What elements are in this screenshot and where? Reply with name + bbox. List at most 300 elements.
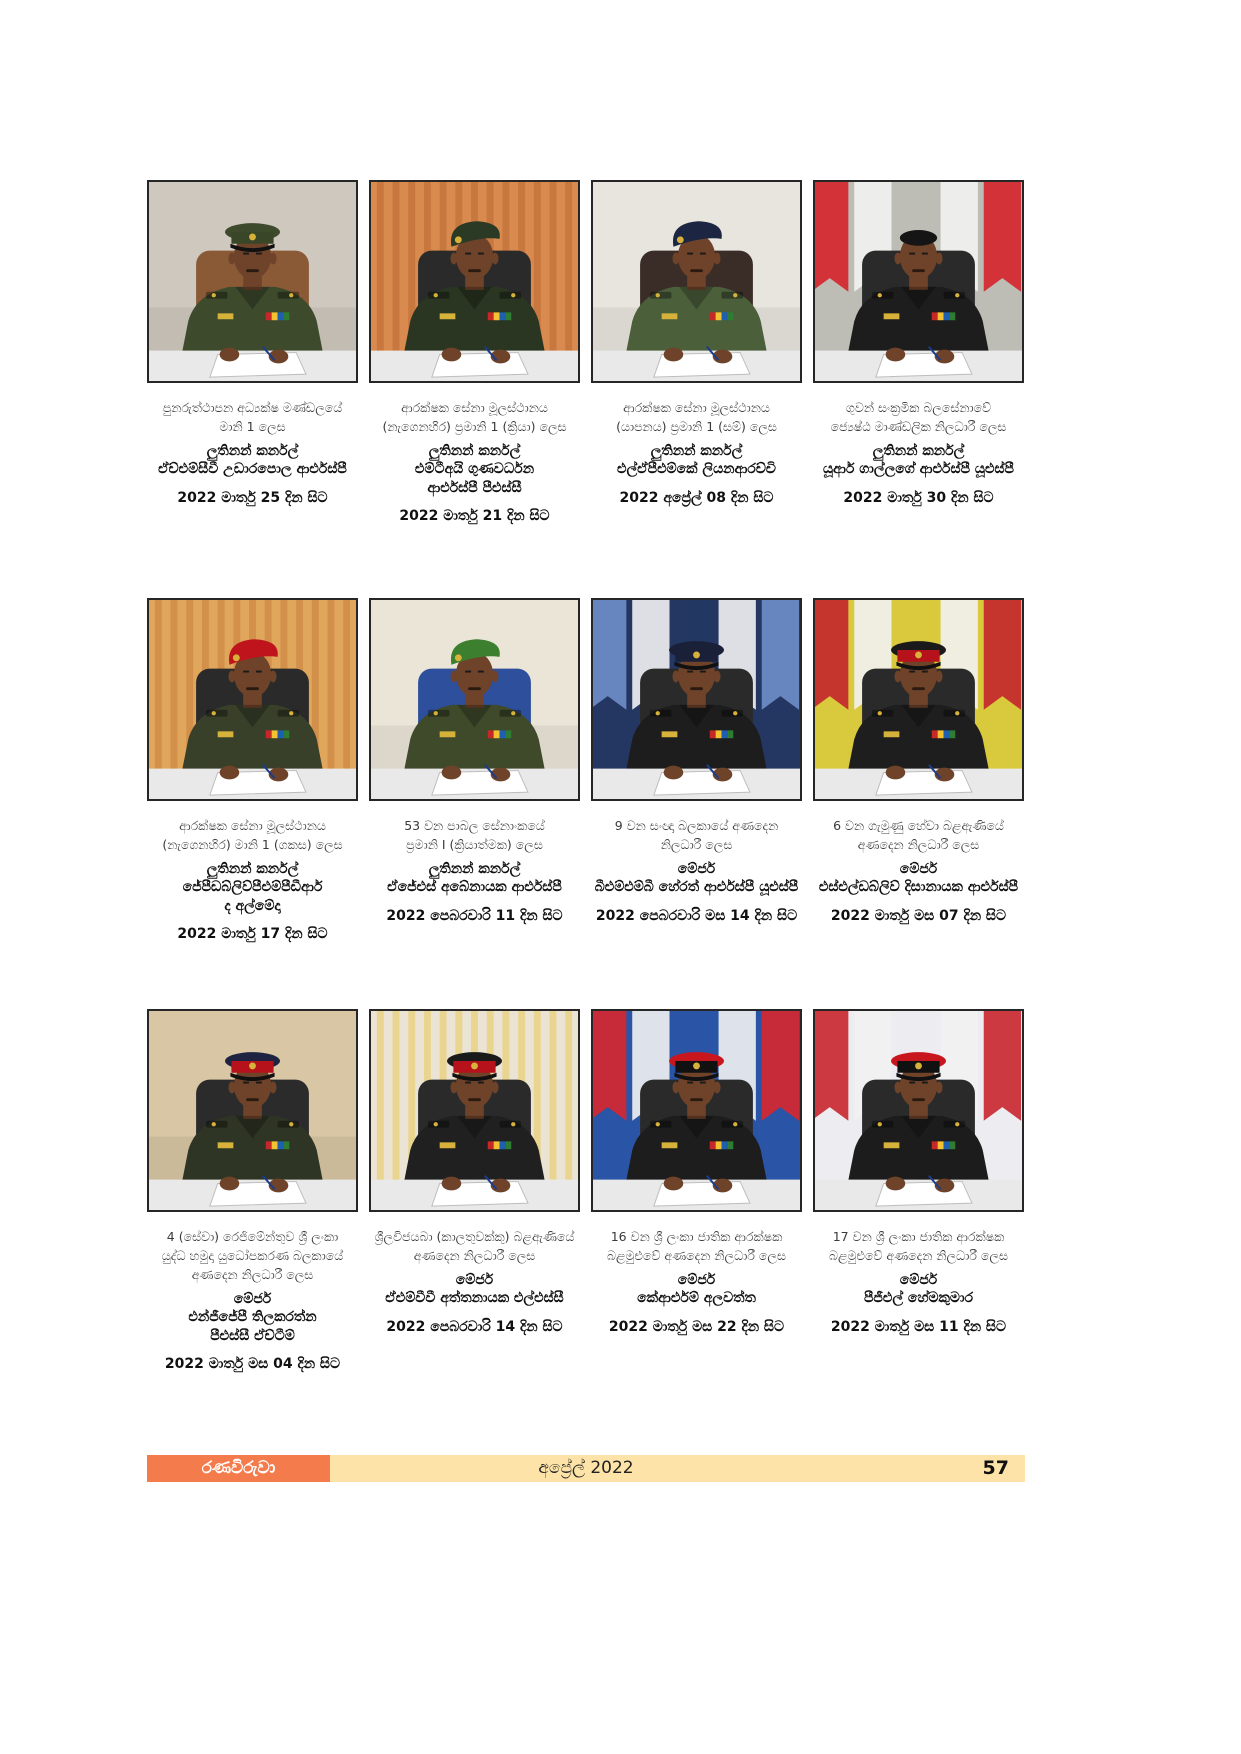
medal-ribbons	[932, 1141, 956, 1149]
officer-rank: මේජර්	[899, 861, 938, 877]
appointment-line: බළමුළුවේ අණදෙන නිලධාරී ලෙස	[829, 1248, 1008, 1263]
appointment-line: යුද්ධ හමුදා යුධෝපකරණ බලකායේ	[161, 1248, 344, 1263]
rank-pip	[955, 711, 959, 715]
flag	[984, 600, 1021, 710]
cap-badge	[471, 1062, 478, 1069]
ribbon	[949, 1141, 955, 1149]
officer-caption	[591, 816, 802, 925]
ribbon	[722, 312, 728, 320]
officer-photo	[147, 180, 358, 383]
ribbon	[272, 730, 278, 738]
shoulder-board	[428, 710, 450, 717]
appointment-line: අණදෙන නිලධාරී ලෙස	[191, 1267, 314, 1282]
shoulder-board	[206, 1121, 228, 1128]
rank-pip	[289, 1122, 293, 1126]
officer-card	[369, 180, 580, 525]
officer-photo-image	[149, 1011, 356, 1210]
officer-name: කේආර්එම් අලවත්ත	[637, 1290, 756, 1306]
rank-pip	[733, 1122, 737, 1126]
officer-caption	[591, 398, 802, 507]
medal-ribbons	[266, 312, 290, 320]
appointment-line: අණදෙන නිලධාරී ලෙස	[857, 837, 980, 852]
officer-name: බීඑම්එම්බී හේරත් ආර්එස්පී යූඑස්පී	[594, 879, 799, 895]
shoulder-board	[722, 292, 744, 299]
appointment-line: ආරක්ෂක සේනා මූලස්ථානය	[179, 818, 326, 833]
appointment-line: ගුවන් සංක්‍රමික බලසේනාවේ	[845, 400, 992, 415]
ribbon	[932, 312, 938, 320]
medal-ribbons	[488, 1141, 512, 1149]
rank-pip	[511, 1122, 515, 1126]
officer-card	[591, 180, 802, 507]
eye	[478, 671, 484, 673]
rank-pip	[878, 1122, 882, 1126]
officer-rank: මේජර්	[677, 1272, 716, 1288]
ribbon	[283, 1141, 289, 1149]
shoulder-board	[278, 710, 300, 717]
rank-pip	[289, 711, 293, 715]
name-badge	[440, 731, 456, 737]
cap-badge	[677, 236, 684, 243]
shoulder-board	[650, 292, 672, 299]
appointment-line: මානි 1 ලෙස	[219, 419, 286, 434]
shoulder-board	[722, 710, 744, 717]
ribbon	[278, 312, 284, 320]
rank-pip	[212, 293, 216, 297]
flag	[593, 1011, 626, 1121]
name-badge	[440, 313, 456, 319]
mustache	[468, 687, 481, 690]
shoulder-board	[206, 292, 228, 299]
officer-name: ද අල්මේදා	[224, 897, 281, 914]
cap-badge	[915, 1062, 922, 1069]
ribbon	[716, 1141, 722, 1149]
rank-pip	[434, 293, 438, 297]
eye	[687, 671, 693, 673]
appointment-line: ශ්‍රීලවිජයබා (කාලතුවක්කු) බළඇණියේ	[374, 1229, 575, 1244]
ribbon	[932, 730, 938, 738]
officer-photo-image	[149, 182, 356, 381]
officer-rank: මේජර්	[677, 861, 716, 877]
ribbon	[488, 1141, 494, 1149]
officer-card	[147, 598, 358, 943]
cap-badge	[693, 651, 700, 658]
officer-name: එම්ටීඅයි ගුණවර්ධන	[414, 461, 535, 477]
ribbon	[944, 730, 950, 738]
ribbon	[949, 730, 955, 738]
shoulder-board	[500, 710, 522, 717]
eye	[465, 1082, 471, 1084]
shoulder-board	[500, 292, 522, 299]
ribbon	[727, 730, 733, 738]
rank-pip	[733, 293, 737, 297]
shoulder-board	[944, 1121, 966, 1128]
effective-date: 2022 මාර්තු 21 දින සිට	[399, 508, 550, 524]
officer-caption	[147, 1227, 358, 1373]
rank-pip	[212, 711, 216, 715]
footer-issue-date: අප්‍රේල් 2022	[538, 1458, 634, 1478]
appointment-line: 17 වන ශ්‍රී ලංකා ජාතික ආරක්ෂක	[832, 1229, 1005, 1244]
officer-photo	[147, 1009, 358, 1212]
eye	[909, 1082, 915, 1084]
eye	[687, 253, 693, 255]
effective-date: 2022 මාර්තු මස 11 දින සිට	[830, 1318, 1007, 1335]
shoulder-board	[872, 710, 894, 717]
officer-caption	[147, 816, 358, 943]
flag	[762, 600, 799, 710]
appointment-line: ආරක්ෂක සේනා මූලස්ථානය	[401, 400, 548, 415]
shoulder-board	[944, 292, 966, 299]
officer-caption	[813, 816, 1024, 925]
medal-ribbons	[266, 1141, 290, 1149]
appointment-line: ජ්‍යෙෂ්ඨ මාණ්ඩලික නිලධාරී ලෙස	[830, 419, 1007, 434]
ribbon	[716, 730, 722, 738]
officer-photo	[147, 598, 358, 801]
shoulder-board	[722, 1121, 744, 1128]
ribbon	[944, 312, 950, 320]
officer-name: ආර්එස්පී පීඑස්සී	[427, 479, 522, 496]
appointment-line: ප්‍රමානි I (ක්‍රියාත්මක) ලෙස	[406, 837, 543, 852]
officer-card	[369, 1009, 580, 1336]
medal-ribbons	[710, 730, 734, 738]
eye	[909, 253, 915, 255]
eye	[700, 1082, 706, 1084]
appointment-line: බළමුළුවේ අණදෙන නිලධාරී ලෙස	[607, 1248, 786, 1263]
officer-name: යූආර් ගාල්ලගේ ආර්එස්පී යූඑස්පී	[822, 461, 1015, 477]
eye	[909, 671, 915, 673]
name-badge	[218, 1142, 234, 1148]
ribbon	[283, 312, 289, 320]
officer-photo	[591, 598, 802, 801]
flag	[762, 1011, 799, 1121]
ribbon	[283, 730, 289, 738]
hand	[886, 1177, 906, 1191]
eye	[243, 1082, 249, 1084]
appointment-line: පුනරුත්ථාපන අධ්‍යක්ෂ මණ්ඩලයේ	[162, 400, 343, 415]
cap-badge	[249, 1062, 256, 1069]
medal-ribbons	[710, 312, 734, 320]
flag	[815, 1011, 848, 1121]
officer-rank: ලුතිනන් කර්නල්	[872, 443, 965, 459]
shoulder-board	[944, 710, 966, 717]
appointment-line: 9 වන සංඥා බලකායේ අණදෙන	[614, 818, 779, 833]
officer-photo	[591, 180, 802, 383]
rank-pip	[434, 1122, 438, 1126]
hand	[442, 1177, 462, 1191]
ribbon	[949, 312, 955, 320]
rank-pip	[656, 293, 660, 297]
ribbon	[494, 312, 500, 320]
mustache	[246, 687, 259, 690]
cap-badge	[233, 654, 240, 661]
officer-card	[591, 598, 802, 925]
officer-card	[369, 598, 580, 925]
shoulder-board	[872, 292, 894, 299]
officer-caption	[813, 1227, 1024, 1336]
officer-photo-image	[371, 600, 578, 799]
appointment-line: 16 වන ශ්‍රී ලංකා ජාතික ආරක්ෂක	[610, 1229, 783, 1244]
officer-rank: මේජර්	[233, 1291, 272, 1307]
officer-rank: ලුතිනන් කර්නල්	[428, 861, 521, 877]
mustache	[690, 1098, 703, 1101]
page-number: 57	[982, 1457, 1009, 1479]
eye	[922, 253, 928, 255]
mustache	[690, 687, 703, 690]
hand	[220, 348, 240, 362]
effective-date: 2022 මාර්තු 17 දින සිට	[177, 926, 328, 942]
name-badge	[440, 1142, 456, 1148]
hand	[664, 1177, 684, 1191]
mustache	[468, 1098, 481, 1101]
officer-photo	[813, 180, 1024, 383]
mustache	[468, 269, 481, 272]
officer-caption	[369, 816, 580, 925]
rank-pip	[511, 711, 515, 715]
officer-photo-image	[815, 182, 1022, 381]
ribbon	[938, 1141, 944, 1149]
effective-date: 2022 මාර්තු මස 07 දින සිට	[830, 907, 1007, 924]
flag	[815, 182, 848, 292]
cap-badge	[455, 654, 462, 661]
officer-photo	[591, 1009, 802, 1212]
ribbon	[266, 730, 272, 738]
ribbon	[932, 1141, 938, 1149]
appointment-line: (නැගෙනහිර) මානි 1 (ගකස) ලෙස	[162, 837, 343, 852]
effective-date: 2022 පෙබරවාරි මස 14 දින සිට	[595, 907, 798, 924]
ribbon	[500, 730, 506, 738]
cap-badge	[455, 236, 462, 243]
officer-card	[147, 1009, 358, 1373]
mustache	[246, 269, 259, 272]
officer-card	[813, 598, 1024, 925]
eye	[687, 1082, 693, 1084]
mustache	[912, 687, 925, 690]
hand	[442, 766, 462, 780]
officer-photo-image	[593, 182, 800, 381]
eye	[256, 671, 262, 673]
rank-pip	[434, 711, 438, 715]
officer-card	[147, 180, 358, 507]
officer-name: පීඑස්සී ඒච්ටීම්	[210, 1327, 295, 1344]
officer-card	[591, 1009, 802, 1336]
officer-rank: ලුතිනන් කර්නල්	[206, 443, 299, 459]
flag	[984, 182, 1021, 292]
officer-name: ජේපීඩබ්ලිව්පීඑම්පීඩීආර්	[182, 879, 323, 895]
hand	[664, 348, 684, 362]
officer-card	[813, 1009, 1024, 1336]
shoulder-board	[650, 710, 672, 717]
officer-caption	[813, 398, 1024, 507]
shoulder-board	[428, 292, 450, 299]
eye	[478, 253, 484, 255]
ribbon	[944, 1141, 950, 1149]
shoulder-board	[206, 710, 228, 717]
cap-badge	[249, 233, 256, 240]
ribbon	[266, 1141, 272, 1149]
rank-pip	[878, 293, 882, 297]
ribbon	[488, 312, 494, 320]
officer-photo-image	[815, 1011, 1022, 1210]
ribbon	[505, 730, 511, 738]
ribbon	[500, 312, 506, 320]
eye	[256, 253, 262, 255]
ribbon	[500, 1141, 506, 1149]
ribbon	[278, 730, 284, 738]
rank-pip	[656, 1122, 660, 1126]
medal-ribbons	[488, 312, 512, 320]
rank-pip	[878, 711, 882, 715]
officer-rank: මේජර්	[455, 1272, 494, 1288]
effective-date: 2022 මාර්තු 30 දින සිට	[843, 489, 994, 506]
shoulder-board	[278, 292, 300, 299]
shoulder-board	[278, 1121, 300, 1128]
rank-pip	[511, 293, 515, 297]
officer-photo	[813, 1009, 1024, 1212]
officer-caption	[147, 398, 358, 507]
name-badge	[662, 731, 678, 737]
hair	[900, 230, 937, 246]
ribbon	[272, 312, 278, 320]
ribbon	[505, 1141, 511, 1149]
eye	[256, 1082, 262, 1084]
hand	[220, 1177, 240, 1191]
eye	[922, 671, 928, 673]
ribbon	[727, 1141, 733, 1149]
page-footer	[147, 1455, 1025, 1482]
officer-photo	[369, 1009, 580, 1212]
officer-rank: මේජර්	[899, 1272, 938, 1288]
ribbon	[722, 730, 728, 738]
rank-pip	[733, 711, 737, 715]
hand	[442, 348, 462, 362]
eye	[700, 253, 706, 255]
appointment-line: අණදෙන නිලධාරී ලෙස	[413, 1248, 536, 1263]
officer-photo-image	[371, 182, 578, 381]
mustache	[912, 269, 925, 272]
officer-card	[813, 180, 1024, 507]
officer-caption	[369, 398, 580, 525]
eye	[478, 1082, 484, 1084]
hand	[220, 766, 240, 780]
name-badge	[884, 313, 900, 319]
shoulder-board	[650, 1121, 672, 1128]
ribbon	[266, 312, 272, 320]
hand	[664, 766, 684, 780]
officer-photo-image	[149, 600, 356, 799]
rank-pip	[955, 293, 959, 297]
medal-ribbons	[932, 730, 956, 738]
footer-magazine-name: රණවිරුවා	[147, 1455, 330, 1482]
rank-pip	[212, 1122, 216, 1126]
appointment-line: නිලධාරී ලෙස	[660, 837, 733, 852]
ribbon	[710, 1141, 716, 1149]
ribbon	[722, 1141, 728, 1149]
name-badge	[218, 731, 234, 737]
officer-name: එල්ඒපීඑම්කේ ලියනආරච්චි	[616, 461, 776, 477]
ribbon	[278, 1141, 284, 1149]
shoulder-board	[428, 1121, 450, 1128]
officer-name: ඒඑම්වීවී අත්තනායක එල්එස්සී	[385, 1290, 564, 1306]
mustache	[246, 1098, 259, 1101]
officer-caption	[369, 1227, 580, 1336]
effective-date: 2022 පෙබරවාරි 11 දින සිට	[386, 907, 563, 924]
effective-date: 2022 පෙබරවාරි 14 දින සිට	[386, 1318, 563, 1335]
eye	[700, 671, 706, 673]
rank-pip	[955, 1122, 959, 1126]
ribbon	[727, 312, 733, 320]
officer-photo	[813, 598, 1024, 801]
eye	[243, 253, 249, 255]
ribbon	[505, 312, 511, 320]
flag	[593, 600, 626, 710]
appointment-line: 6 වන ගැමුණු හේවා බළඇණියේ	[833, 818, 1004, 833]
medal-ribbons	[488, 730, 512, 738]
ribbon	[710, 730, 716, 738]
officer-name: එන්ජීජේපී තිලකරත්න	[188, 1309, 317, 1325]
officer-caption	[591, 1227, 802, 1336]
officer-photo	[369, 180, 580, 383]
effective-date: 2022 අප්‍රේල් 08 දින සිට	[619, 489, 774, 506]
rank-pip	[289, 293, 293, 297]
shoulder-board	[872, 1121, 894, 1128]
ribbon	[494, 730, 500, 738]
eye	[243, 671, 249, 673]
officer-rank: ලුතිනන් කර්නල්	[206, 861, 299, 877]
shoulder-board	[500, 1121, 522, 1128]
appointment-line: (නැගෙනහිර) ප්‍රමානි 1 (ක්‍රියා) ලෙස	[382, 419, 567, 434]
ribbon	[938, 312, 944, 320]
appointment-line: 53 වන පාබල සේනාංකයේ	[404, 818, 545, 833]
officer-photo-image	[593, 600, 800, 799]
cap-badge	[693, 1062, 700, 1069]
appointment-line: (යාපනය) ප්‍රමානි 1 (සම්) ලෙස	[616, 419, 777, 434]
name-badge	[884, 1142, 900, 1148]
effective-date: 2022 මාර්තු 25 දින සිට	[177, 489, 328, 506]
rank-pip	[656, 711, 660, 715]
ribbon	[494, 1141, 500, 1149]
name-badge	[662, 1142, 678, 1148]
officer-rank: ලුතිනන් කර්නල්	[428, 443, 521, 459]
effective-date: 2022 මාර්තු මස 04 දින සිට	[164, 1356, 341, 1372]
name-badge	[662, 313, 678, 319]
cap-badge	[915, 651, 922, 658]
officer-photo	[369, 598, 580, 801]
hand	[886, 766, 906, 780]
ribbon	[488, 730, 494, 738]
officer-name: ඒච්එම්සීවී උඩාරපොල ආර්එස්පී	[158, 461, 347, 477]
officer-rank: ලුතිනන් කර්නල්	[650, 443, 743, 459]
officer-name: එස්එල්ඩබ්ලිව් දිසානායක ආර්එස්පී	[818, 879, 1019, 895]
ribbon	[272, 1141, 278, 1149]
flag	[815, 600, 848, 710]
ribbon	[716, 312, 722, 320]
officer-photo-image	[371, 1011, 578, 1210]
eye	[922, 1082, 928, 1084]
eye	[465, 253, 471, 255]
medal-ribbons	[710, 1141, 734, 1149]
officer-name: පීජීඑල් හේමකුමාර	[863, 1290, 974, 1306]
name-badge	[218, 313, 234, 319]
hand	[886, 348, 906, 362]
medal-ribbons	[932, 312, 956, 320]
appointment-line: 4 (සේවා) රෙජිමේන්තුව ශ්‍රී ලංකා	[166, 1229, 339, 1244]
name-badge	[884, 731, 900, 737]
effective-date: 2022 මාර්තු මස 22 දින සිට	[608, 1318, 785, 1335]
ribbon	[938, 730, 944, 738]
officer-name: ඒජේඑස් අබේනායක ආර්එස්පී	[387, 879, 562, 895]
mustache	[912, 1098, 925, 1101]
officer-photo-image	[815, 600, 1022, 799]
appointment-line: ආරක්ෂක සේනා මූලස්ථානය	[623, 400, 770, 415]
